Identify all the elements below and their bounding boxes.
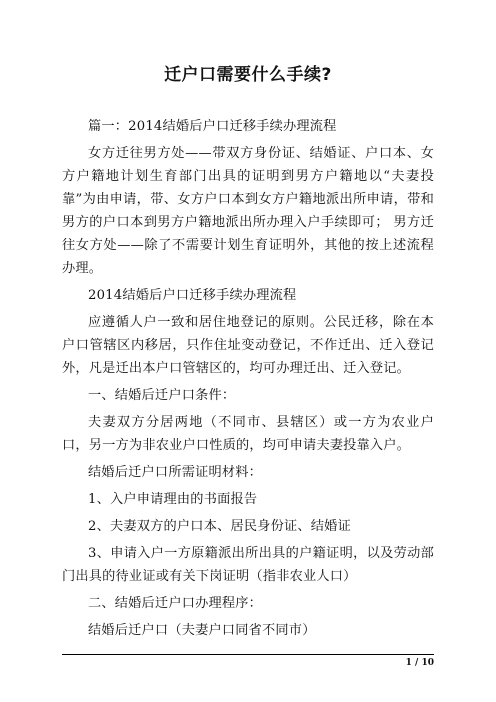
list-item: 3、申请入户一方原籍派出所出具的户籍证明，以及劳动部门出具的待业证或有关下岗证明（指非农业人口） [62,546,434,584]
paragraph: 结婚后迁户口所需证明材料： [88,465,263,480]
paragraph: 应遵循人户一致和居住地登记的原则。公民迁移，除在本户口管辖区内移居，只作住址变动登记，不作迁出、迁入登记外，凡是迁出本户口管辖区的，均可办理迁出、迁入登记。 [62,315,434,376]
paragraph: 女方迁往男方处——带双方身份证、结婚证、户口本、女方户籍地计划生育部门出具的证明到男方户籍地以“夫妻投靠”为由申请，带、女方户口本到女方户籍地派出所申请，带和男方的户口本到男方户籍地派出所办理入户手续即可； 男方迁往女方处——除了不需要计划生育证明外，其他的按上述流程办理。 [62,146,434,276]
document-body [62,115,434,646]
list-item: 1、入户申请理由的书面报告 [88,492,258,507]
paragraph: 篇一：2014结婚后户口迁移手续办理流程 [88,119,337,134]
document-title: 迁户口需要什么手续? [164,65,332,85]
list-item: 2、夫妻双方的户口本、居民身份证、结婚证 [88,519,351,534]
section-heading: 一、结婚后迁户口条件： [88,388,236,403]
footer-rule [62,654,434,655]
paragraph: 夫妻双方分居两地（不同市、县辖区）或一方为农业户口，另一方为非农业户口性质的，均可申请夫妻投靠入户。 [62,415,434,453]
section-heading: 二、结婚后迁户口办理程序： [88,596,263,611]
paragraph: 结婚后迁户口（夫妻户口同省不同市） [88,623,316,638]
page-number: 1 / 10 [405,658,434,668]
paragraph: 2014结婚后户口迁移手续办理流程 [88,288,297,303]
